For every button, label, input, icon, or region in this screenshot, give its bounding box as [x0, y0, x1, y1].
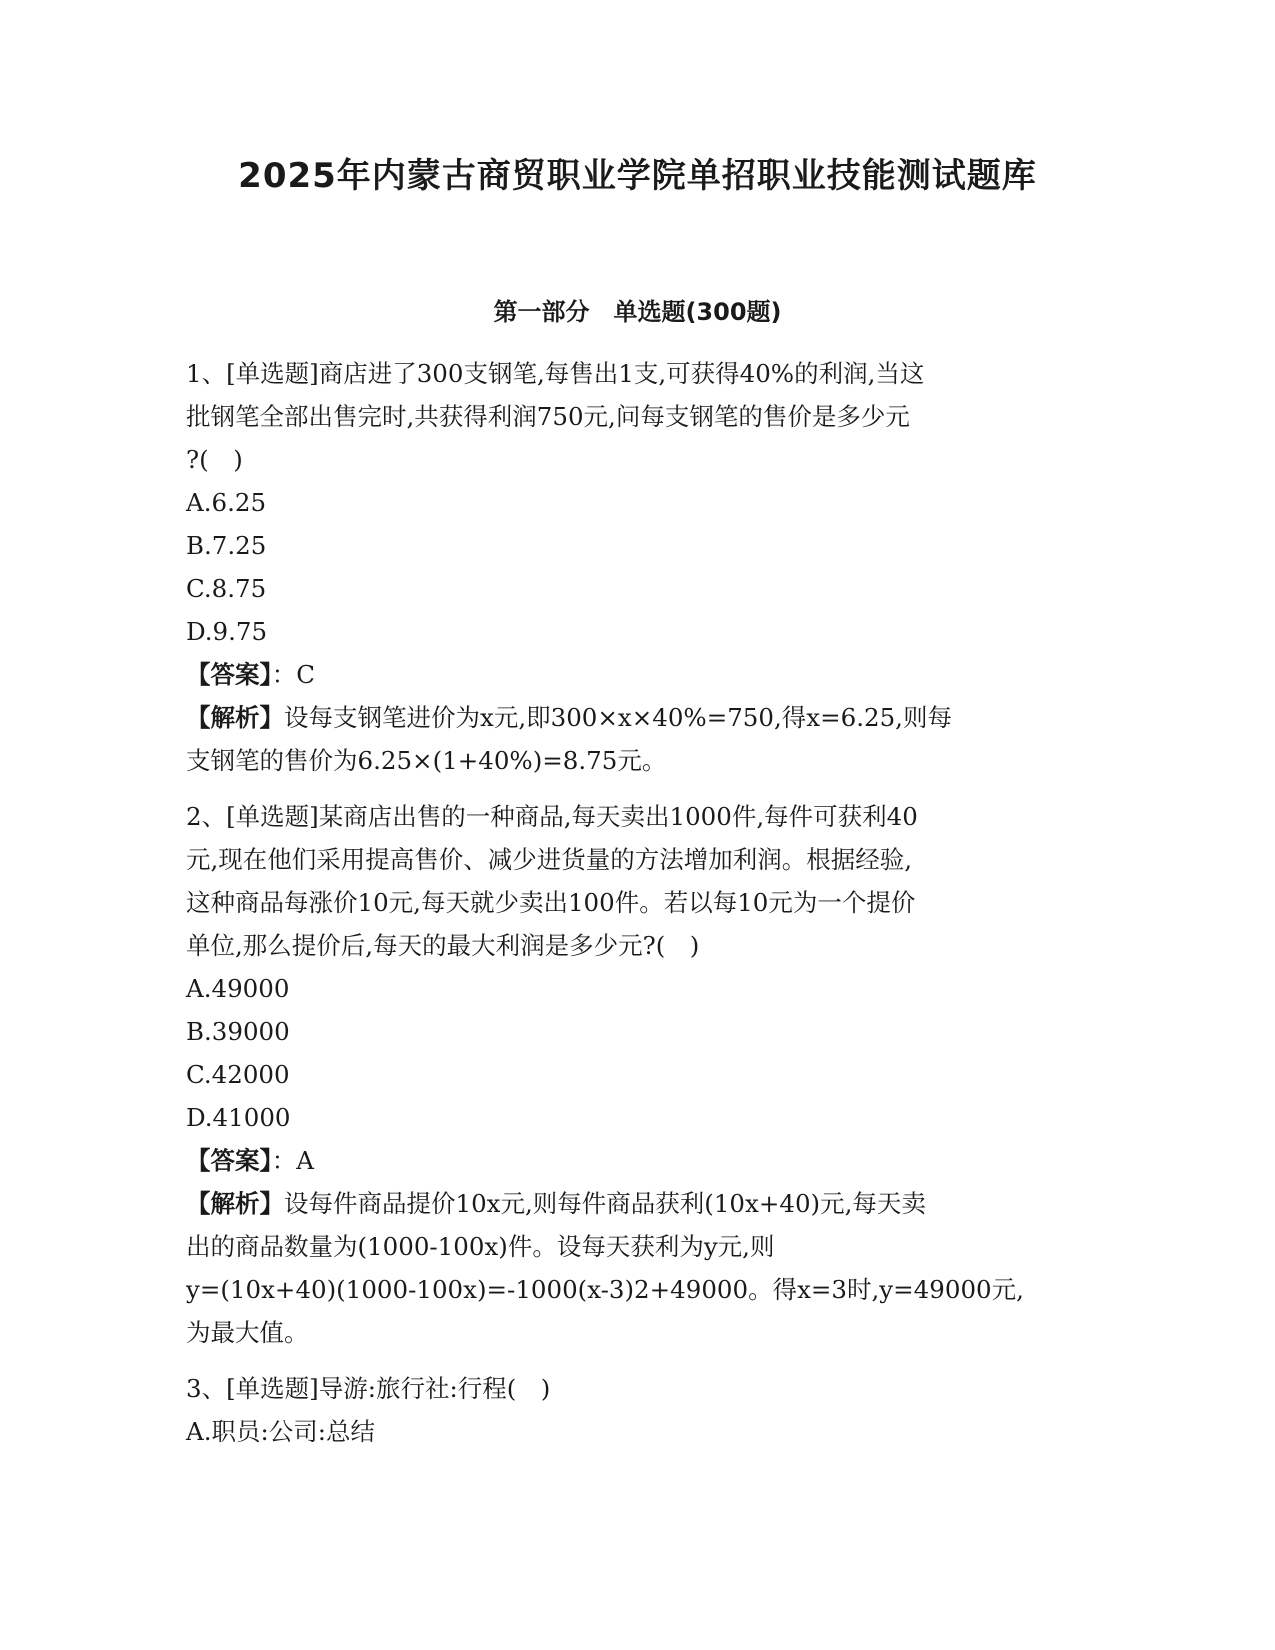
option-a: A.6.25	[186, 488, 267, 517]
analysis-line: 支钢笔的售价为6.25×(1+40%)=8.75元。	[186, 746, 667, 775]
question-item	[186, 352, 1086, 782]
question-stem-line: ?( )	[186, 445, 243, 474]
answer-label: 【答案】	[186, 660, 272, 689]
question-list	[186, 352, 1086, 1466]
question-stem-line: 这种商品每涨价10元,每天就少卖出100件。若以每10元为一个提价	[186, 888, 916, 917]
question-item	[186, 795, 1086, 1354]
question-stem-line: 1、[单选题]商店进了300支钢笔,每售出1支,可获得40%的利润,当这	[186, 359, 925, 388]
option-c: C.42000	[186, 1060, 290, 1089]
analysis-line: 出的商品数量为(1000-100x)件。设每天获利为y元,则	[186, 1232, 775, 1261]
answer-line	[186, 1139, 1086, 1182]
analysis-line	[186, 696, 1086, 739]
analysis-line	[186, 1182, 1086, 1225]
option-a: A.49000	[186, 974, 290, 1003]
analysis-text: 设每件商品提价10x元,则每件商品获利(10x+40)元,每天卖	[284, 1189, 926, 1218]
option-d: D.41000	[186, 1103, 291, 1132]
question-stem-line: 元,现在他们采用提高售价、减少进货量的方法增加利润。根据经验,	[186, 845, 913, 874]
option-c: C.8.75	[186, 574, 267, 603]
question-stem-line: 单位,那么提价后,每天的最大利润是多少元?( )	[186, 931, 700, 960]
document-title: 2025年内蒙古商贸职业学院单招职业技能测试题库	[238, 156, 1037, 196]
answer-label: 【答案】	[186, 1146, 272, 1175]
option-d: D.9.75	[186, 617, 268, 646]
question-stem-line: 2、[单选题]某商店出售的一种商品,每天卖出1000件,每件可获利40	[186, 802, 918, 831]
option-b: B.7.25	[186, 531, 267, 560]
question-item	[186, 1367, 1086, 1453]
analysis-line: y=(10x+40)(1000-100x)=-1000(x-3)2+49000。得x=3时,y=49000元,	[186, 1275, 1024, 1304]
analysis-label: 【解析】	[186, 703, 284, 732]
answer-line	[186, 653, 1086, 696]
option-b: B.39000	[186, 1017, 290, 1046]
question-stem-line: 批钢笔全部出售完时,共获得利润750元,问每支钢笔的售价是多少元	[186, 402, 910, 431]
question-stem-line: 3、[单选题]导游:旅行社:行程( )	[186, 1374, 551, 1403]
analysis-label: 【解析】	[186, 1189, 284, 1218]
answer-value: ：A	[271, 1146, 314, 1175]
analysis-line: 为最大值。	[186, 1318, 309, 1347]
option-a: A.职员:公司:总结	[186, 1417, 375, 1446]
analysis-text: 设每支钢笔进价为x元,即300×x×40%=750,得x=6.25,则每	[284, 703, 952, 732]
answer-value: ：C	[271, 660, 315, 689]
section-title: 第一部分 单选题(300题)	[493, 298, 782, 326]
